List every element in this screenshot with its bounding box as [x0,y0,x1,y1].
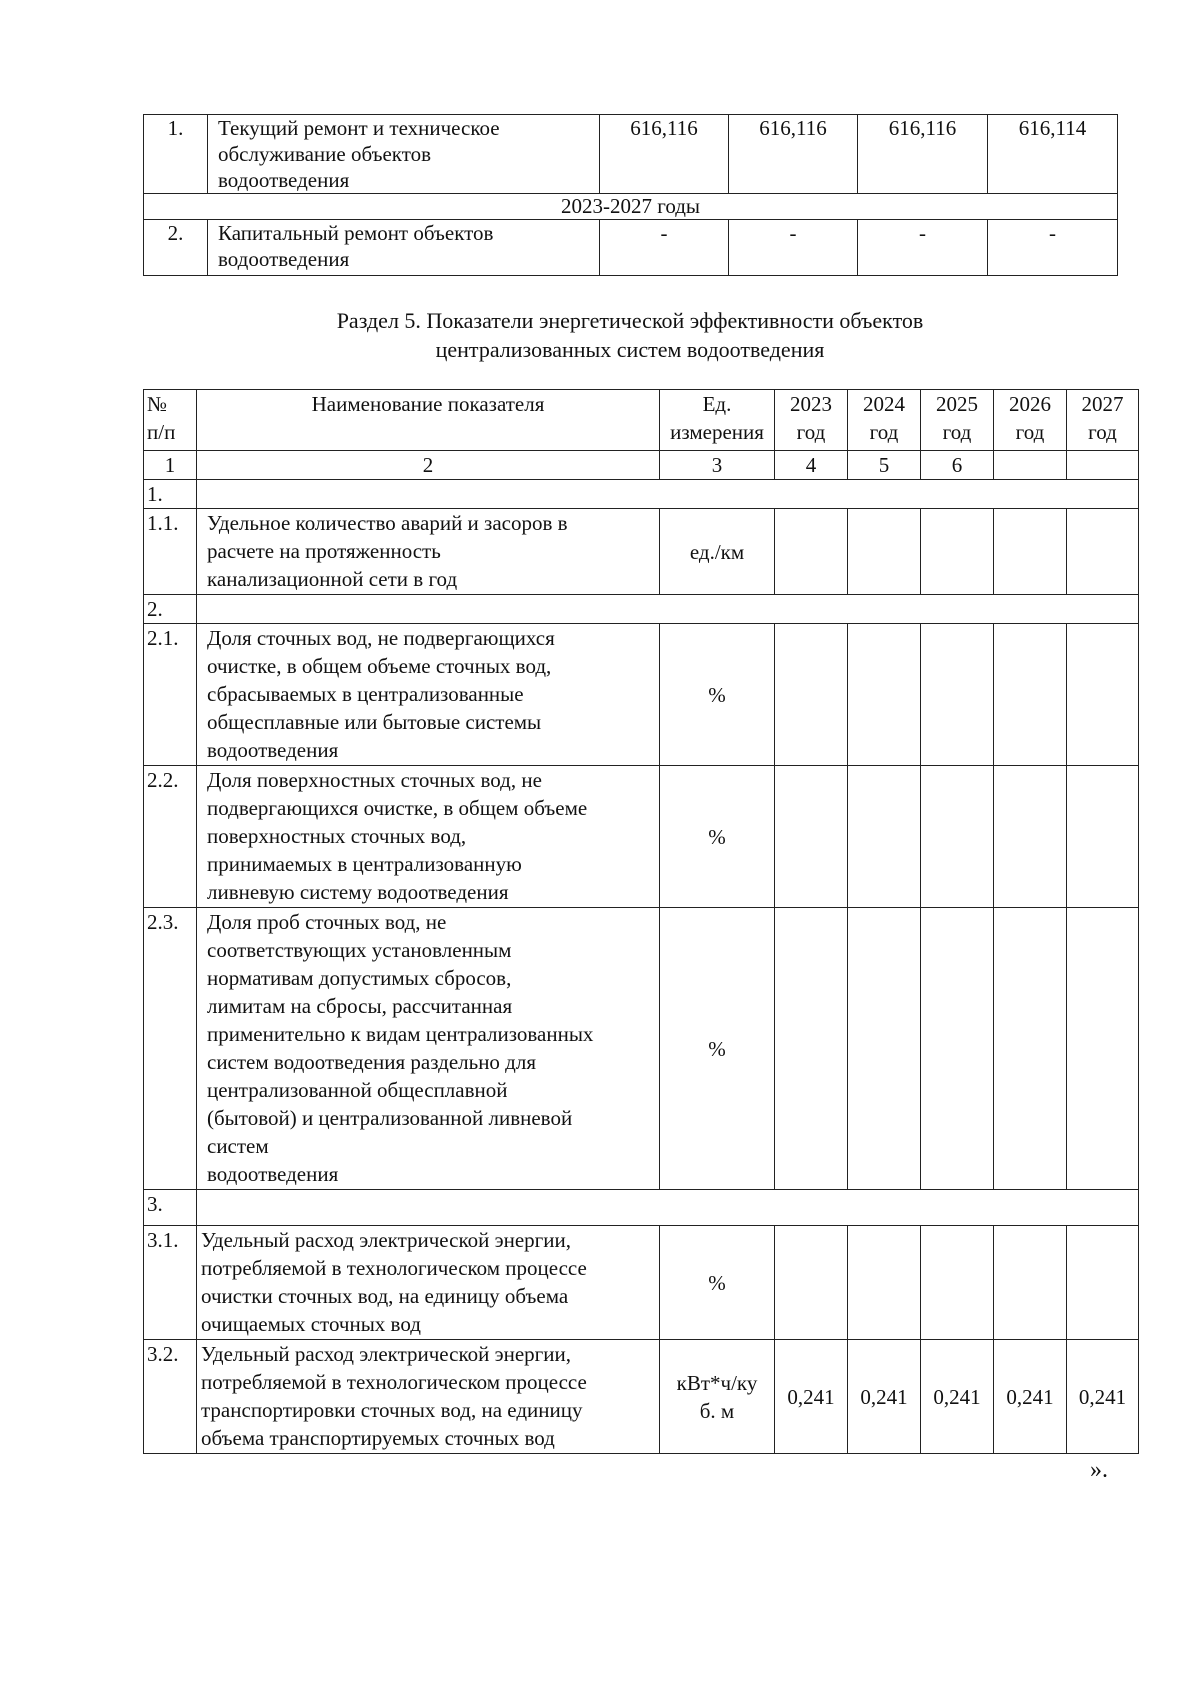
group-code: 2. [144,595,197,624]
header-text: Ед. [702,392,732,416]
row-name [208,115,600,194]
row-code: 2.2. [144,766,197,908]
unit-line: кВт*ч/ку [676,1370,758,1395]
row-name [197,509,660,595]
header-year [1067,390,1139,451]
row-name-line: ливневую систему водоотведения [207,880,509,904]
value-cell: - [858,220,988,276]
value-cell [1067,624,1139,766]
header-number [144,390,197,451]
table-row [144,509,1139,595]
table-row [144,220,1118,276]
header-text: год [796,420,826,444]
value-cell [994,624,1067,766]
unit-cell: % [660,1226,775,1340]
row-name [197,766,660,908]
row-name-line: очищаемых сточных вод [201,1312,421,1336]
header-name: Наименование показателя [197,390,660,451]
section-title [143,306,1117,364]
row-code: 1.1. [144,509,197,595]
column-number: 3 [660,451,775,480]
value-cell [848,766,921,908]
value-cell: 0,241 [1067,1340,1139,1454]
column-number: 4 [775,451,848,480]
unit-line: б. м [699,1398,735,1423]
row-name-line: Удельный расход электрической энергии, [201,1342,572,1366]
value-cell [1067,1226,1139,1340]
unit-cell: % [660,766,775,908]
table-row [144,1226,1139,1340]
value-cell: 616,116 [858,115,988,194]
value-cell: - [729,220,858,276]
value-cell [775,509,848,595]
row-name-line: канализационной сети в год [207,567,458,591]
row-number: 1. [144,115,208,194]
row-name-line: расчете на протяженность [207,539,441,563]
row-name [197,908,660,1190]
value-cell [848,908,921,1190]
value-cell: 616,116 [729,115,858,194]
row-name-line: систем [207,1134,269,1158]
unit-cell [660,1340,775,1454]
value-cell [1067,766,1139,908]
row-name-line: потребляемой в технологическом процессе [201,1370,587,1394]
row-name-line: водоотведения [218,247,350,271]
value-cell [775,908,848,1190]
header-year [994,390,1067,451]
header-year [775,390,848,451]
group-title [197,595,1139,624]
row-name-line: водоотведения [218,168,350,192]
row-code: 3.2. [144,1340,197,1454]
value-cell: 0,241 [994,1340,1067,1454]
column-number: 2 [197,451,660,480]
header-text: № [147,392,168,416]
row-name-line: централизованной общесплавной [207,1078,508,1102]
row-name-line: (бытовой) и централизованной ливневой [207,1106,573,1130]
value-cell [775,766,848,908]
value-cell [994,509,1067,595]
value-cell [921,624,994,766]
value-cell [921,1226,994,1340]
row-code: 2.3. [144,908,197,1190]
maintenance-table [143,114,1118,276]
unit-cell: ед./км [660,509,775,595]
row-code: 3.1. [144,1226,197,1340]
row-name-line: лимитам на сбросы, рассчитанная [207,994,513,1018]
header-year [921,390,994,451]
row-name-line: соответствующих установленным [207,938,512,962]
row-name [197,624,660,766]
group-row [144,595,1139,624]
group-row [144,480,1139,509]
header-text: 2027 [1081,392,1124,416]
column-number: 6 [921,451,994,480]
value-cell [921,509,994,595]
row-name-line: Капитальный ремонт объектов [218,221,494,245]
row-name-line: водоотведения [207,738,339,762]
row-name-line: сбрасываемых в централизованные [207,682,524,706]
group-code: 1. [144,480,197,509]
column-number [1067,451,1139,480]
value-cell: 616,116 [600,115,729,194]
header-text: измерения [670,420,764,444]
table-row [144,1340,1139,1454]
section-title-line: Раздел 5. Показатели энергетической эффективности объектов [336,308,924,333]
group-title [197,1190,1139,1226]
row-name-line: систем водоотведения раздельно для [207,1050,537,1074]
section-title-line: централизованных систем водоотведения [435,337,825,362]
row-name-line: нормативам допустимых сбросов, [207,966,512,990]
row-name [208,220,600,276]
value-cell: - [988,220,1118,276]
row-name-line: Удельное количество аварий и засоров в [207,511,568,535]
row-name-line: очистке, в общем объеме сточных вод, [207,654,552,678]
value-cell [1067,908,1139,1190]
column-number [994,451,1067,480]
header-year [848,390,921,451]
unit-cell: % [660,908,775,1190]
column-number: 1 [144,451,197,480]
header-text: 2026 [1009,392,1051,416]
row-name-line: Текущий ремонт и техническое [218,116,500,140]
value-cell [775,1226,848,1340]
group-row [144,1190,1139,1226]
period-label: 2023-2027 годы [144,194,1118,220]
table-row [144,908,1139,1190]
header-text: 2024 [863,392,905,416]
table-row [144,766,1139,908]
value-cell: 0,241 [775,1340,848,1454]
row-name-line: принимаемых в централизованную [207,852,522,876]
row-name [197,1226,660,1340]
column-numbers-row [144,451,1139,480]
row-name-line: Доля сточных вод, не подвергающихся [207,626,555,650]
value-cell: 0,241 [848,1340,921,1454]
header-text: год [1015,420,1045,444]
value-cell: - [600,220,729,276]
table-row [144,624,1139,766]
row-name-line: объема транспортируемых сточных вод [201,1426,555,1450]
row-name-line: общесплавные или бытовые системы [207,710,542,734]
table-row [144,194,1118,220]
row-name-line: транспортировки сточных вод, на единицу [201,1398,583,1422]
value-cell: 616,114 [988,115,1118,194]
value-cell [775,624,848,766]
row-name-line: очистки сточных вод, на единицу объема [201,1284,569,1308]
value-cell [848,624,921,766]
row-name-line: обслуживание объектов [218,142,432,166]
value-cell [921,766,994,908]
header-text: год [1088,420,1117,444]
header-unit [660,390,775,451]
column-number: 5 [848,451,921,480]
value-cell: 0,241 [921,1340,994,1454]
row-number: 2. [144,220,208,276]
unit-cell: % [660,624,775,766]
row-name [197,1340,660,1454]
table-row [144,115,1118,194]
header-text: 2023 [790,392,832,416]
row-name-line: Доля проб сточных вод, не [207,910,447,934]
value-cell [994,766,1067,908]
row-code: 2.1. [144,624,197,766]
efficiency-indicators-table [143,389,1139,1454]
row-name-line: Удельный расход электрической энергии, [201,1228,572,1252]
header-text: год [942,420,972,444]
row-name-line: потребляемой в технологическом процессе [201,1256,587,1280]
row-name-line: подвергающихся очистке, в общем объеме [207,796,588,820]
value-cell [848,509,921,595]
header-text: п/п [147,420,176,444]
value-cell [1067,509,1139,595]
row-name-line: водоотведения [207,1162,339,1186]
closing-quote: ». [1090,1457,1108,1483]
value-cell [921,908,994,1190]
value-cell [848,1226,921,1340]
table-header-row [144,390,1139,451]
group-code: 3. [144,1190,197,1226]
header-text: 2025 [936,392,978,416]
row-name-line: применительно к видам централизованных [207,1022,594,1046]
row-name-line: Доля поверхностных сточных вод, не [207,768,542,792]
value-cell [994,908,1067,1190]
row-name-line: поверхностных сточных вод, [207,824,467,848]
group-title [197,480,1139,509]
value-cell [994,1226,1067,1340]
header-text: год [869,420,899,444]
